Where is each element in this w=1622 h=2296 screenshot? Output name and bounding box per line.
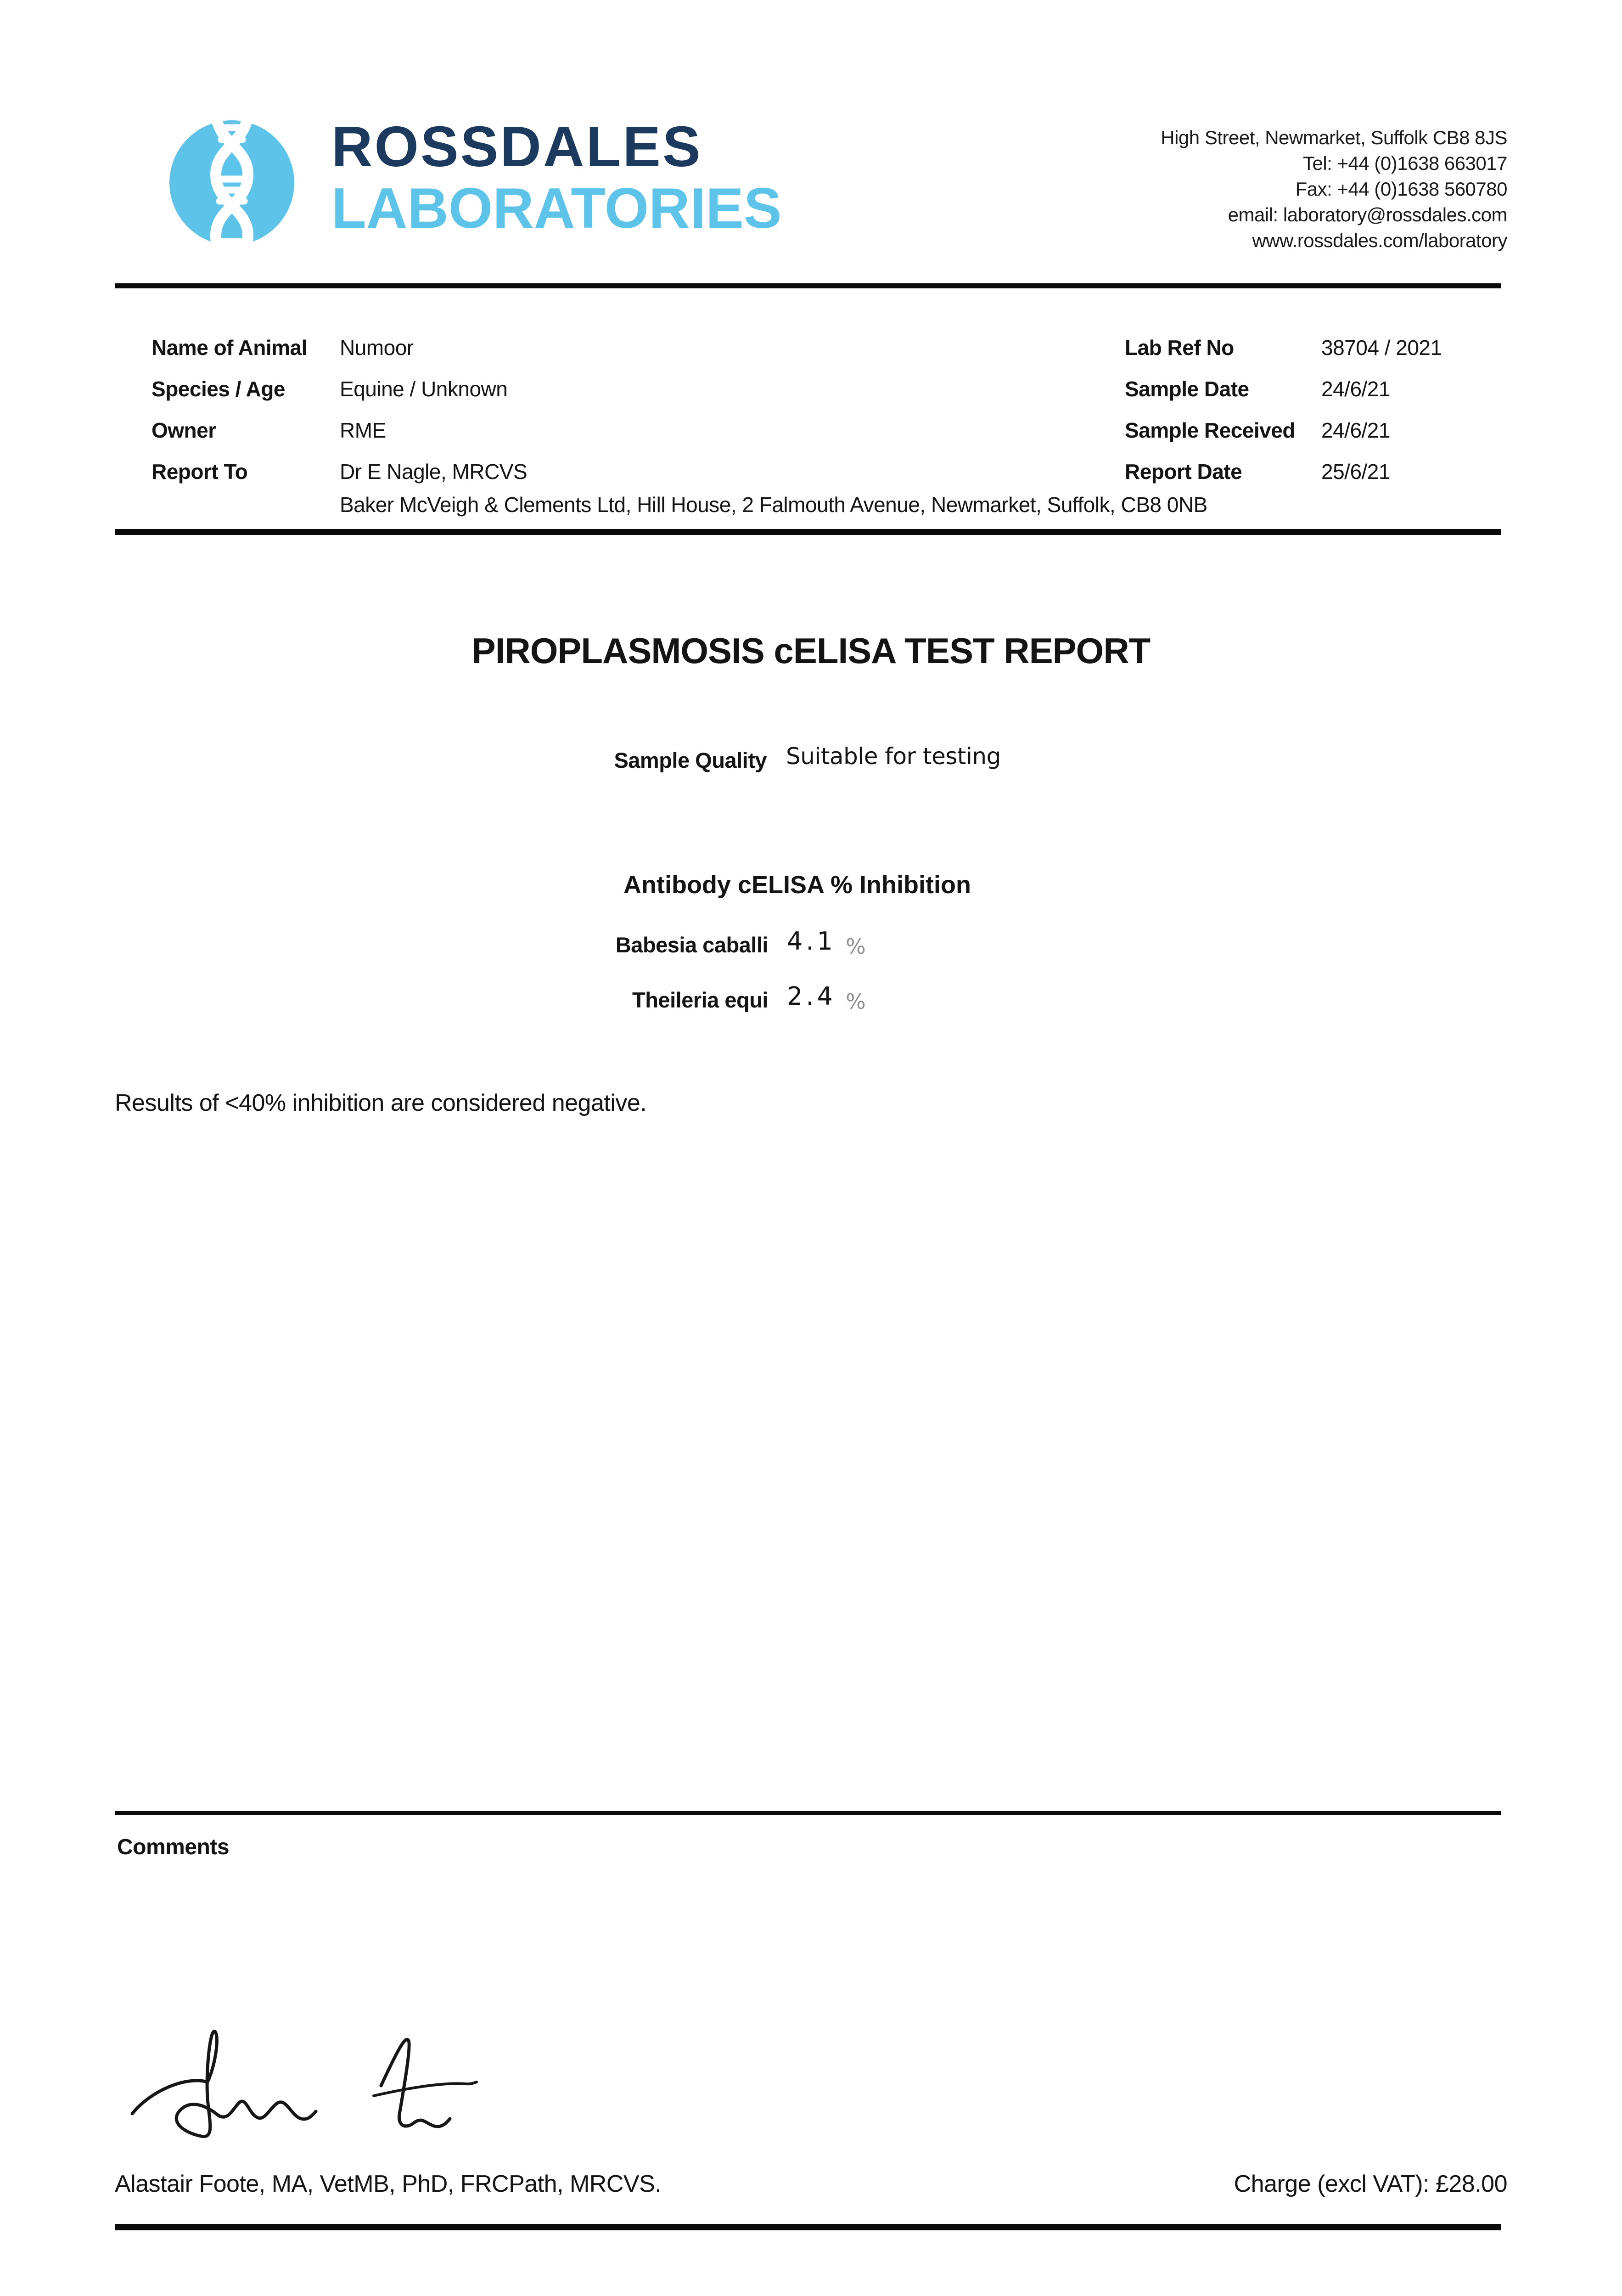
result-name-babesia-caballi: Babesia caballi	[615, 933, 768, 957]
logo-wordmark-line2: LABORATORIES	[331, 177, 782, 240]
detail-value-name-of-animal: Numoor	[340, 336, 414, 360]
sample-quality-label: Sample Quality	[614, 748, 767, 772]
detail-label: Owner	[152, 418, 216, 442]
detail-value-lab-ref-no: 38704 / 2021	[1321, 336, 1442, 360]
detail-label: Sample Date	[1125, 377, 1249, 401]
header-divider-rule	[115, 283, 1501, 288]
detail-value-report-to: Dr E Nagle, MRCVS	[340, 460, 528, 484]
comments-divider-rule	[115, 1811, 1501, 1815]
detail-values-left	[340, 327, 527, 492]
logo-wordmark-line1: ROSSDALES	[331, 115, 702, 179]
detail-values-right	[1321, 327, 1442, 492]
contact-email: email: laboratory@rossdales.com	[1228, 204, 1507, 225]
antibody-section-heading: Antibody cELISA % Inhibition	[623, 871, 971, 899]
dna-logo-icon	[162, 109, 302, 265]
detail-label: Lab Ref No	[1125, 336, 1234, 360]
signatory-name: Alastair Foote, MA, VetMB, PhD, FRCPath, MRCVS.	[115, 2171, 662, 2197]
sample-quality-value: Suitable for testing	[786, 743, 1001, 770]
report-title: PIROPLASMOSIS cELISA TEST REPORT	[471, 630, 1151, 671]
result-value-babesia-caballi: 4.1	[787, 927, 836, 956]
detail-label: Sample Received	[1125, 418, 1295, 442]
result-unit-theileria-equi: %	[846, 989, 866, 1014]
detail-label: Report To	[152, 460, 248, 484]
detail-label: Report Date	[1125, 460, 1242, 484]
contact-tel: Tel: +44 (0)1638 663017	[1302, 152, 1507, 174]
result-value-theileria-equi: 2.4	[787, 982, 836, 1011]
detail-value-sample-received: 24/6/21	[1321, 418, 1390, 442]
details-divider-rule	[115, 529, 1501, 535]
report-to-address: Baker McVeigh & Clements Ltd, Hill House, 2 Falmouth Avenue, Newmarket, Suffolk, CB8 0NB	[340, 493, 1207, 517]
detail-value-owner: RME	[340, 418, 386, 442]
detail-label: Species / Age	[152, 377, 285, 401]
result-name-theileria-equi: Theileria equi	[632, 988, 768, 1012]
contact-address: High Street, Newmarket, Suffolk CB8 8JS	[1161, 127, 1507, 148]
detail-labels-left	[152, 327, 307, 492]
detail-value-report-date: 25/6/21	[1321, 460, 1390, 484]
charge-amount: Charge (excl VAT): £28.00	[1234, 2171, 1507, 2197]
contact-fax: Fax: +44 (0)1638 560780	[1295, 178, 1507, 200]
footer-rule	[115, 2224, 1501, 2230]
detail-labels-right	[1125, 327, 1295, 492]
result-unit-babesia-caballi: %	[846, 934, 866, 959]
contact-block	[1161, 125, 1507, 253]
detail-label: Name of Animal	[152, 336, 307, 360]
comments-heading: Comments	[117, 1835, 230, 1859]
contact-website: www.rossdales.com/laboratory	[1252, 230, 1507, 251]
detail-value-species-age: Equine / Unknown	[340, 377, 508, 401]
signature	[124, 2024, 482, 2153]
results-interpretation-note: Results of <40% inhibition are considered negative.	[115, 1090, 647, 1116]
detail-value-sample-date: 24/6/21	[1321, 377, 1390, 401]
